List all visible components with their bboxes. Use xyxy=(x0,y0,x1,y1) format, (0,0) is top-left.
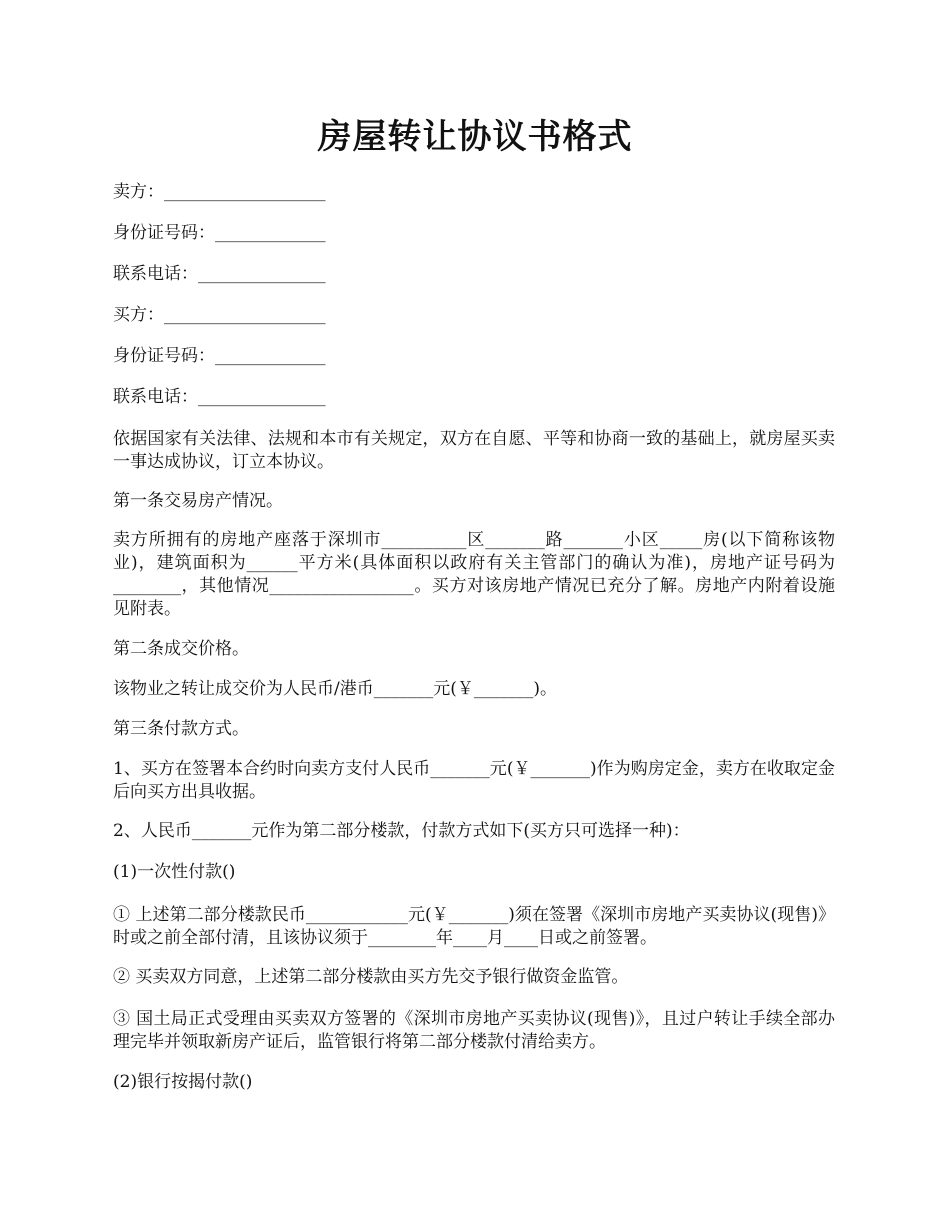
preamble-paragraph: 依据国家有关法律、法规和本市有关规定，双方在自愿、平等和协商一致的基础上，就房屋买卖一事达成协议，订立本协议。 xyxy=(113,429,835,472)
seller-name-field: 卖方：___________________ xyxy=(113,182,326,202)
lump-sum-item-1: ① 上述第二部分楼款民币____________元(￥_______)须在签署《深圳市房地产买卖协议(现售)》时或之前全部付清，且该协议须于________年____月____日或之前签署。 xyxy=(113,905,835,948)
article-3-heading: 第三条付款方式。 xyxy=(113,719,249,739)
article-2-heading: 第二条成交价格。 xyxy=(113,639,249,659)
lump-sum-item-3: ③ 国土局正式受理由买卖双方签署的《深圳市房地产买卖协议(现售)》，且过户转让手续全部办理完毕并领取新房产证后，监管银行将第二部分楼款付清给卖方。 xyxy=(113,1009,835,1052)
payment-clause-1: 1、买方在签署本合约时向卖方支付人民币_______元(￥_______)作为购房定金，卖方在收取定金后向买方出具收据。 xyxy=(113,759,835,802)
lump-sum-item-2: ② 买卖双方同意，上述第二部分楼款由买方先交予银行做资金监管。 xyxy=(113,967,629,987)
lump-sum-option: (1)一次性付款() xyxy=(113,862,236,882)
mortgage-option: (2)银行按揭付款() xyxy=(113,1072,253,1092)
seller-phone-field: 联系电话：_______________ xyxy=(113,264,326,284)
seller-id-field: 身份证号码：_____________ xyxy=(113,223,326,243)
buyer-phone-field: 联系电话：_______________ xyxy=(113,387,326,407)
document-title: 房屋转让协议书格式 xyxy=(317,117,633,157)
article-2-body: 该物业之转让成交价为人民币/港币_______元(￥_______)。 xyxy=(113,679,557,699)
buyer-id-field: 身份证号码：_____________ xyxy=(113,346,326,366)
buyer-name-field: 买方：___________________ xyxy=(113,305,326,325)
article-1-heading: 第一条交易房产情况。 xyxy=(113,491,283,511)
article-1-body: 卖方所拥有的房地产座落于深圳市__________区_______路_______小区_____房(以下简称该物业)，建筑面积为______平方米(具体面积以政府有关主管部门的确认为准)，房地产证号码为________，其他情况_________________。买方对该房地产情况已充分了解。房地产内附着设施见附表。 xyxy=(113,530,835,619)
payment-clause-2: 2、人民币_______元作为第二部分楼款，付款方式如下(买方只可选择一种)： xyxy=(113,821,690,841)
